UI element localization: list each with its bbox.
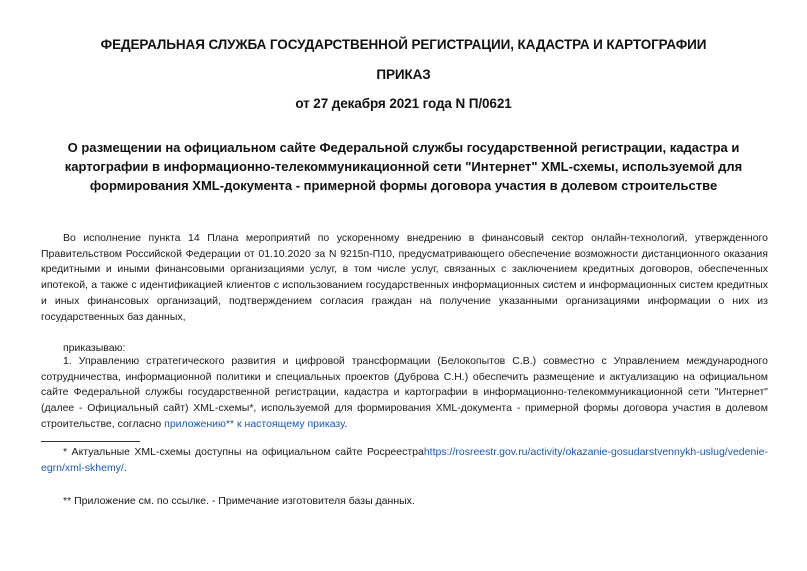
agency-heading: ФЕДЕРАЛЬНАЯ СЛУЖБА ГОСУДАРСТВЕННОЙ РЕГИСТРАЦИИ, КАДАСТРА И КАРТОГРАФИИ xyxy=(100,37,707,52)
document-title xyxy=(50,138,757,195)
footnote-1 xyxy=(41,445,768,476)
title-line: формирования XML-документа - примерной формы договора участия в долевом строительстве xyxy=(89,178,718,193)
footnote-divider xyxy=(41,441,140,442)
footnote-1-text: * Актуальные XML-схемы доступны на официальном сайте Росреестра xyxy=(63,446,424,458)
item-1-text: 1. Управлению стратегического развития и цифровой трансформации (Белокопытов С.В.) совместно с Управлением международного сотрудничества, информационной политики и специальных проектов (Дуброва С.Н.) обеспечить размещение и актуализацию на официальном сайте Федеральной службы государственной регистрации, кадастра и картографии в информационно-телекоммуникационной сети "Интернет" (далее - Официальный сайт) XML-схемы*, используемой для формирования XML-документа - примерной формы договора участия в долевом строительстве, согласно xyxy=(41,355,768,430)
date-and-number: от 27 декабря 2021 года N П/0621 xyxy=(295,96,512,111)
item-1-end: . xyxy=(344,417,348,430)
footnote-1-end: . xyxy=(123,461,127,474)
title-line: картографии в информационно-телекоммуникационной сети "Интернет" XML-схемы, используемой для xyxy=(64,159,743,174)
document-type: ПРИКАЗ xyxy=(376,67,431,82)
appendix-link[interactable]: приложению** к настоящему приказу xyxy=(164,417,345,430)
intro-paragraph: Во исполнение пункта 14 Плана мероприятий по ускоренному внедрению в финансовый сектор онлайн-технологий, утвержденного Правительством Российской Федерации от 01.10.2020 за N 9215п-П10, предусматривающего обеспечение возможности дистанционного оказания кредитными и иными финансовыми организациями услуг, в том числе услуг, связанных с заключением кредитных договоров, обеспеченных ипотекой, а также с идентификацией клиентов с использованием государственных информационных систем и информационных систем кредитных и иных финансовых организаций, подтверждением согласия граждан на получение указанными организациями информации о них из государственных баз данных, xyxy=(41,232,768,323)
order-word: приказываю: xyxy=(63,342,126,354)
footnote-2: ** Приложение см. по ссылке. - Примечание изготовителя базы данных. xyxy=(63,495,415,507)
rosreestr-link[interactable]: https://rosreestr.gov.ru/activity/okazanie-gosudarstvennykh-uslug/vedenie-egrn/xml-skhemy/ xyxy=(41,446,768,474)
item-1-paragraph xyxy=(41,354,768,433)
title-line: О размещении на официальном сайте Федеральной службы государственной регистрации, кадастра и xyxy=(67,140,740,155)
